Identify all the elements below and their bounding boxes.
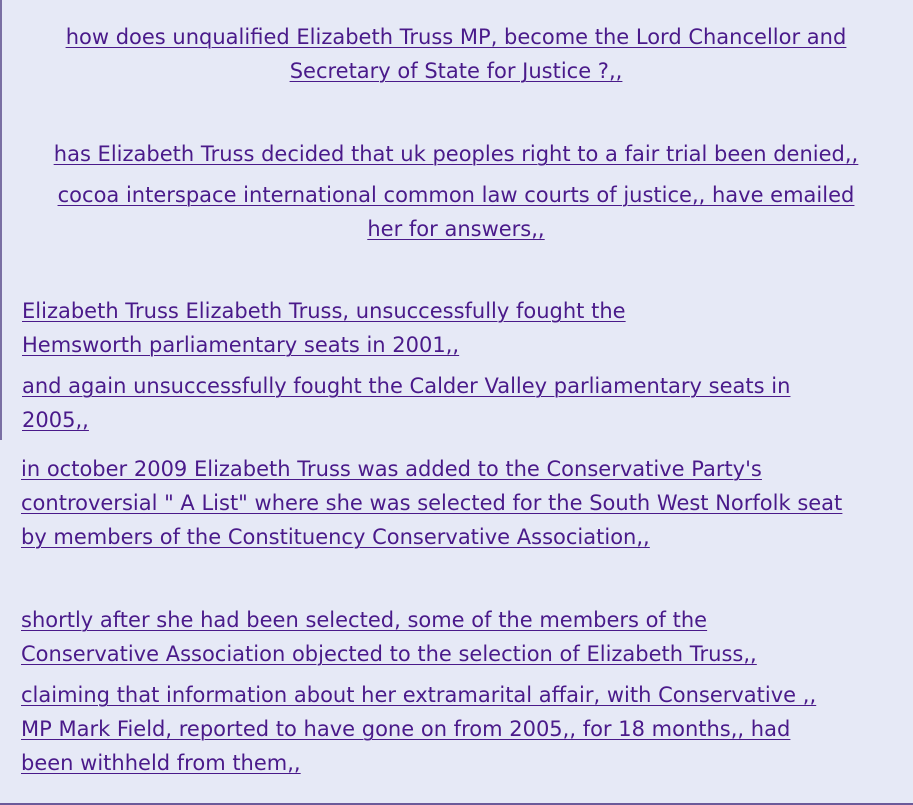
link-line[interactable]: been withheld from them,, <box>21 751 301 775</box>
link-line[interactable]: shortly after she had been selected, some of the members of the <box>21 608 708 632</box>
link-line[interactable]: Elizabeth Truss Elizabeth Truss, unsuccessfully fought the <box>22 299 626 323</box>
link-line[interactable]: in october 2009 Elizabeth Truss was added to the Conservative Party's <box>21 457 762 481</box>
link-paragraph-selection-objection[interactable] <box>21 603 881 671</box>
link-paragraph-fair-trial[interactable] <box>20 137 892 171</box>
link-paragraph-common-law-courts[interactable] <box>20 178 892 246</box>
left-border <box>0 0 2 440</box>
link-line[interactable]: claiming that information about her extramarital affair, with Conservative ,, <box>21 683 817 707</box>
link-paragraph-lord-chancellor[interactable] <box>20 20 892 88</box>
link-line[interactable]: has Elizabeth Truss decided that uk peoples right to a fair trial been denied,, <box>53 142 859 166</box>
link-line[interactable]: and again unsuccessfully fought the Calder Valley parliamentary seats in <box>22 374 791 398</box>
link-line[interactable]: how does unqualified Elizabeth Truss MP, become the Lord Chancellor and <box>65 25 847 49</box>
link-line[interactable]: Hemsworth parliamentary seats in 2001,, <box>22 333 460 357</box>
link-line[interactable]: her for answers,, <box>367 217 545 241</box>
link-line[interactable]: Conservative Association objected to the selection of Elizabeth Truss,, <box>21 642 757 666</box>
link-line[interactable]: Secretary of State for Justice ?,, <box>289 59 623 83</box>
link-line[interactable]: by members of the Constituency Conservative Association,, <box>21 525 650 549</box>
link-line[interactable]: controversial " A List" where she was selected for the South West Norfolk seat <box>21 491 843 515</box>
link-line[interactable]: MP Mark Field, reported to have gone on from 2005,, for 18 months,, had <box>21 717 791 741</box>
link-paragraph-hemsworth[interactable] <box>22 294 722 362</box>
link-line[interactable]: cocoa interspace international common law courts of justice,, have emailed <box>57 183 855 207</box>
link-paragraph-withheld-information[interactable] <box>21 678 891 780</box>
link-paragraph-a-list[interactable] <box>21 452 906 554</box>
link-line[interactable]: 2005,, <box>22 408 89 432</box>
link-paragraph-calder-valley[interactable] <box>22 369 882 437</box>
